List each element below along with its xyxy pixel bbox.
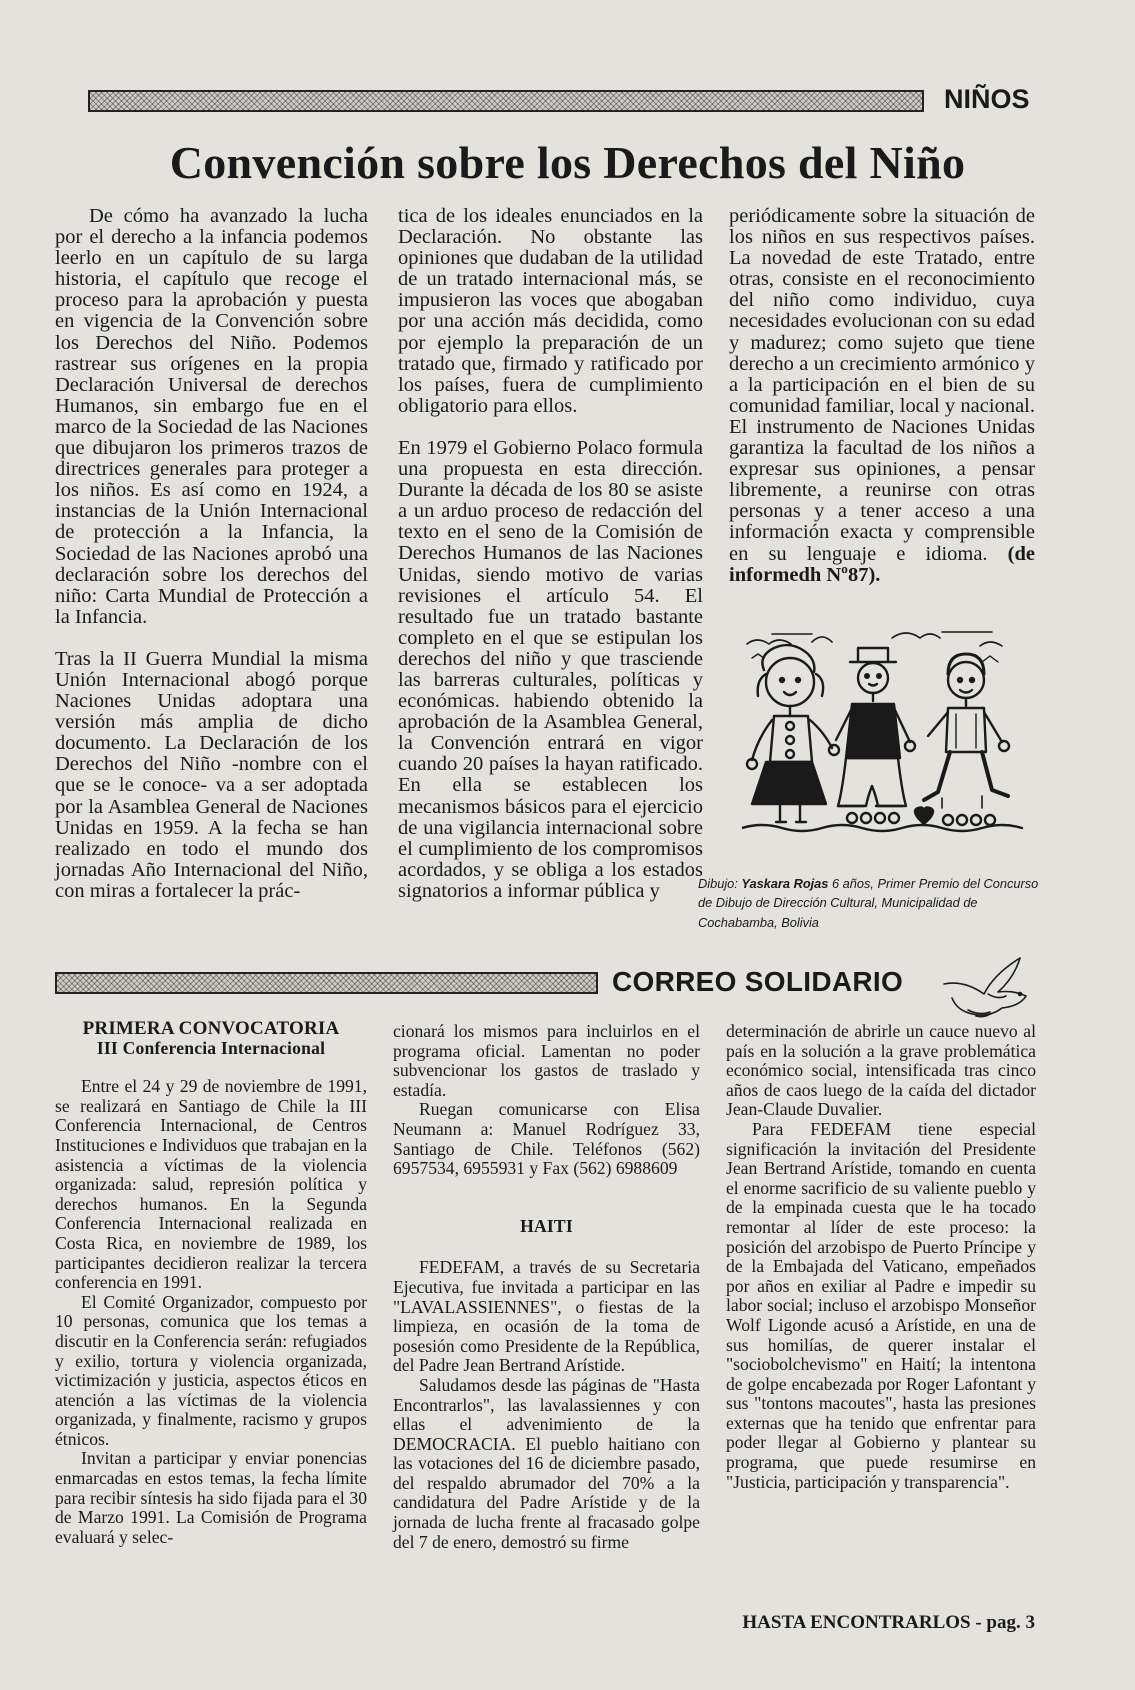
drawing-caption — [698, 874, 1048, 932]
article-paragraph — [729, 206, 1035, 586]
caption-author: Yaskara Rojas — [741, 876, 829, 891]
section-label-correo: CORREO SOLIDARIO — [612, 966, 904, 997]
correo-paragraph: cionará los mismos para incluirlos en el programa oficial. Lamentan no poder subvencionar los gastos de traslado y estadía. — [393, 1021, 700, 1100]
article-title: Convención sobre los Derechos del Niño — [169, 137, 966, 188]
correo-paragraph: El Comité Organizador, compuesto por 10 personas, comunica que los temas a discutir en la Conferencia serán: refugiados y exilio, tortura y violencia organizada, victimización y justicia, aspectos éticos en atención a las víctimas de la violencia organizada, y finalmente, racismo y grupos étnicos. — [55, 1291, 367, 1449]
section-label-ninos: NIÑOS — [944, 84, 1030, 114]
correo-paragraph: Invitan a participar y enviar ponencias enmarcadas en estos temas, la fecha límite para recibir síntesis ha sido fijada para el 30 de Marzo 1991. La Comisión de Programa evaluará y selec- — [55, 1448, 367, 1547]
caption-text: 6 años, Primer Premio del Concurso de Dibujo de Dirección Cultural, Municipalidad de Cochabamba, Bolivia — [698, 876, 1039, 930]
correo-heading: PRIMERA CONVOCATORIA — [82, 1018, 340, 1039]
correo-column-1 — [55, 1019, 367, 1547]
haiti-heading: HAITI — [520, 1215, 573, 1236]
correo-paragraph: Ruegan comunicarse con Elisa Neumann a: Manuel Rodríguez 33, Santiago de Chile. Teléfonos (562) 6957534, 6955931 y Fax (562) 6988609 — [393, 1099, 700, 1179]
correo-paragraph: Entre el 24 y 29 de noviembre de 1991, se realizará en Santiago de Chile la III Conferencia Internacional, de Centros Instituciones e Individuos que trabajan en la asistencia a víctimas de la violencia organizada: salud, represión política y derechos humanos. En la Segunda Conferencia Internacional realizada en Costa Rica, en noviembre de 1989, los participantes decidieron realizar la tercera conferencia en 1991. — [55, 1076, 367, 1293]
section-rule-ninos — [88, 90, 924, 112]
article-paragraph: En 1979 el Gobierno Polaco formula una propuesta en esta dirección. Durante la década de los 80 se asiste a un arduo proceso de redacción del texto en el seno de la Comisión de Derechos Humanos de las Naciones Unidas, siendo motivo de varias revisiones el artículo 54. El resultado fue un tratado bastante completo en el que se estipulan los derechos del niño y que trasciende las barreras culturales, políticas y económicas. habiendo obtenido la aprobación de la Asamblea General, la Convención entrará en vigor cuando 20 países la hayan ratificado. En ella se establecen los mecanismos básicos para el ejercicio de una vigilancia internacional sobre el cumplimiento de los compromisos acordados, y se obliga a los estados signatorios a informar pública y — [398, 436, 703, 902]
article-column-2 — [398, 206, 703, 923]
child-drawing — [742, 622, 1027, 862]
page-footer: HASTA ENCONTRARLOS - pag. 3 — [742, 1612, 1035, 1633]
correo-subheading: III Conferencia Internacional — [96, 1037, 326, 1058]
article-column-3 — [729, 206, 1035, 607]
section-rule-correo — [55, 972, 598, 994]
article-paragraph: tica de los ideales enunciados en la Declaración. No obstante las opiniones que dudaban de la utilidad de un tratado internacional más, se impusieron las voces que abogaban por una acción más decidida, como por ejemplo la preparación de un tratado que, firmado y ratificado por los países, fuera de cumplimiento obligatorio para ellos. — [398, 205, 703, 417]
article-paragraph-text: periódicamente sobre la situación de los niños en sus respectivos países. La novedad de este Tratado, entre otras, consiste en el reconocimiento del niño como individuo, cuya necesidades evolucionan con su edad y madurez; como sujeto que tiene derecho a un crecimiento armónico y a la participación en el bien de su comunidad familiar, local y nacional. El instrumento de Naciones Unidas garantiza la facultad de los niños a expresar sus opiniones, a pensar libremente, a reunirse con otras personas y a tener acceso a una información exacta y comprensible en su lenguaje e idioma. — [729, 205, 1035, 565]
correo-paragraph: Saludamos desde las páginas de "Hasta Encontrarlos", las lavalassiennes y con ellas el advenimiento de la DEMOCRACIA. El pueblo haitiano con las votaciones del 16 de diciembre pasado, del respaldo abrumador del 70% a la candidatura del Padre Arístide y de la jornada de lucha frente al fracasado golpe del 7 de enero, demostró su firme — [393, 1374, 700, 1552]
article-column-1 — [55, 206, 368, 923]
article-paragraph: De cómo ha avanzado la lucha por el derecho a la infancia podemos leerlo en un capítulo de su larga historia, el capítulo que recoge el proceso para la aprobación y puesta en vigencia de la Convención sobre los Derechos del Niño. Podemos rastrear sus orígenes en la propia Declaración Universal de derechos Humanos, sin embargo fue en el marco de la Sociedad de las Naciones que dibujaron los primeros trazos de directrices generales para proteger a los niños. Es así como en 1924, a instancias de la Unión Internacional de protección a la Infancia, la Sociedad de las Naciones aprobó una declaración sobre los derechos del niño: Carta Mundial de Protección a la Infancia. — [55, 205, 368, 628]
correo-column-3 — [726, 1022, 1036, 1492]
caption-prefix: Dibujo: — [698, 876, 742, 891]
correo-paragraph: determinación de abrirle un cauce nuevo al país en la solución a la grave problemática económico social, intensificada tras cinco años de caos luego de la caída del dictador Jean-Claude Duvalier. — [726, 1021, 1036, 1120]
article-source: (de informedh Nº87). — [729, 542, 1035, 586]
correo-paragraph: FEDEFAM, a través de su Secretaria Ejecutiva, fue invitada a participar en las "LAVALASSIENNES", o fiestas de la limpieza, en ocasión de la toma de posesión como Presidente de la República, del Padre Jean Bertrand Arístide. — [393, 1257, 700, 1376]
article-paragraph: Tras la II Guerra Mundial la misma Unión Internacional abogó porque Naciones Unidas adoptara una versión más amplia de dicho documento. La Declaración de los Derechos del Niño -nombre con el que se le conoce- va a ser adoptada por la Asamblea General de Naciones Unidas en 1959. A la fecha se han realizado en todo el mundo dos jornadas Año Internacional del Niño, con miras a fortalecer la prác- — [55, 647, 368, 902]
correo-paragraph: Para FEDEFAM tiene especial significación la invitación del Presidente Jean Bertrand Arístide, tomando en cuenta el enorme sacrificio de su valiente pueblo y de la empinada cuesta que le ha tocado remontar al líder de este proceso: la posición del arzobispo de Puerto Príncipe y de la Embajada del Vaticano, empeñados por años en exiliar al Padre e impedir su labor social; incluso el arzobispo Monseñor Wolf Ligonde acusó a Arístide, en una de sus homilías, de querer instalar el "sociobolchevismo" en Haití; la intentona de golpe encabezada por Roger Lafontant y sus "tontons macoutes", hasta las presiones externas que ha tenido que enfrentar para poder llegar al Gobierno y plantear su programa, que puede resumirse en "Justicia, participación y transparencia". — [726, 1118, 1036, 1492]
dove-icon — [938, 954, 1038, 1024]
correo-column-2 — [393, 1022, 700, 1552]
